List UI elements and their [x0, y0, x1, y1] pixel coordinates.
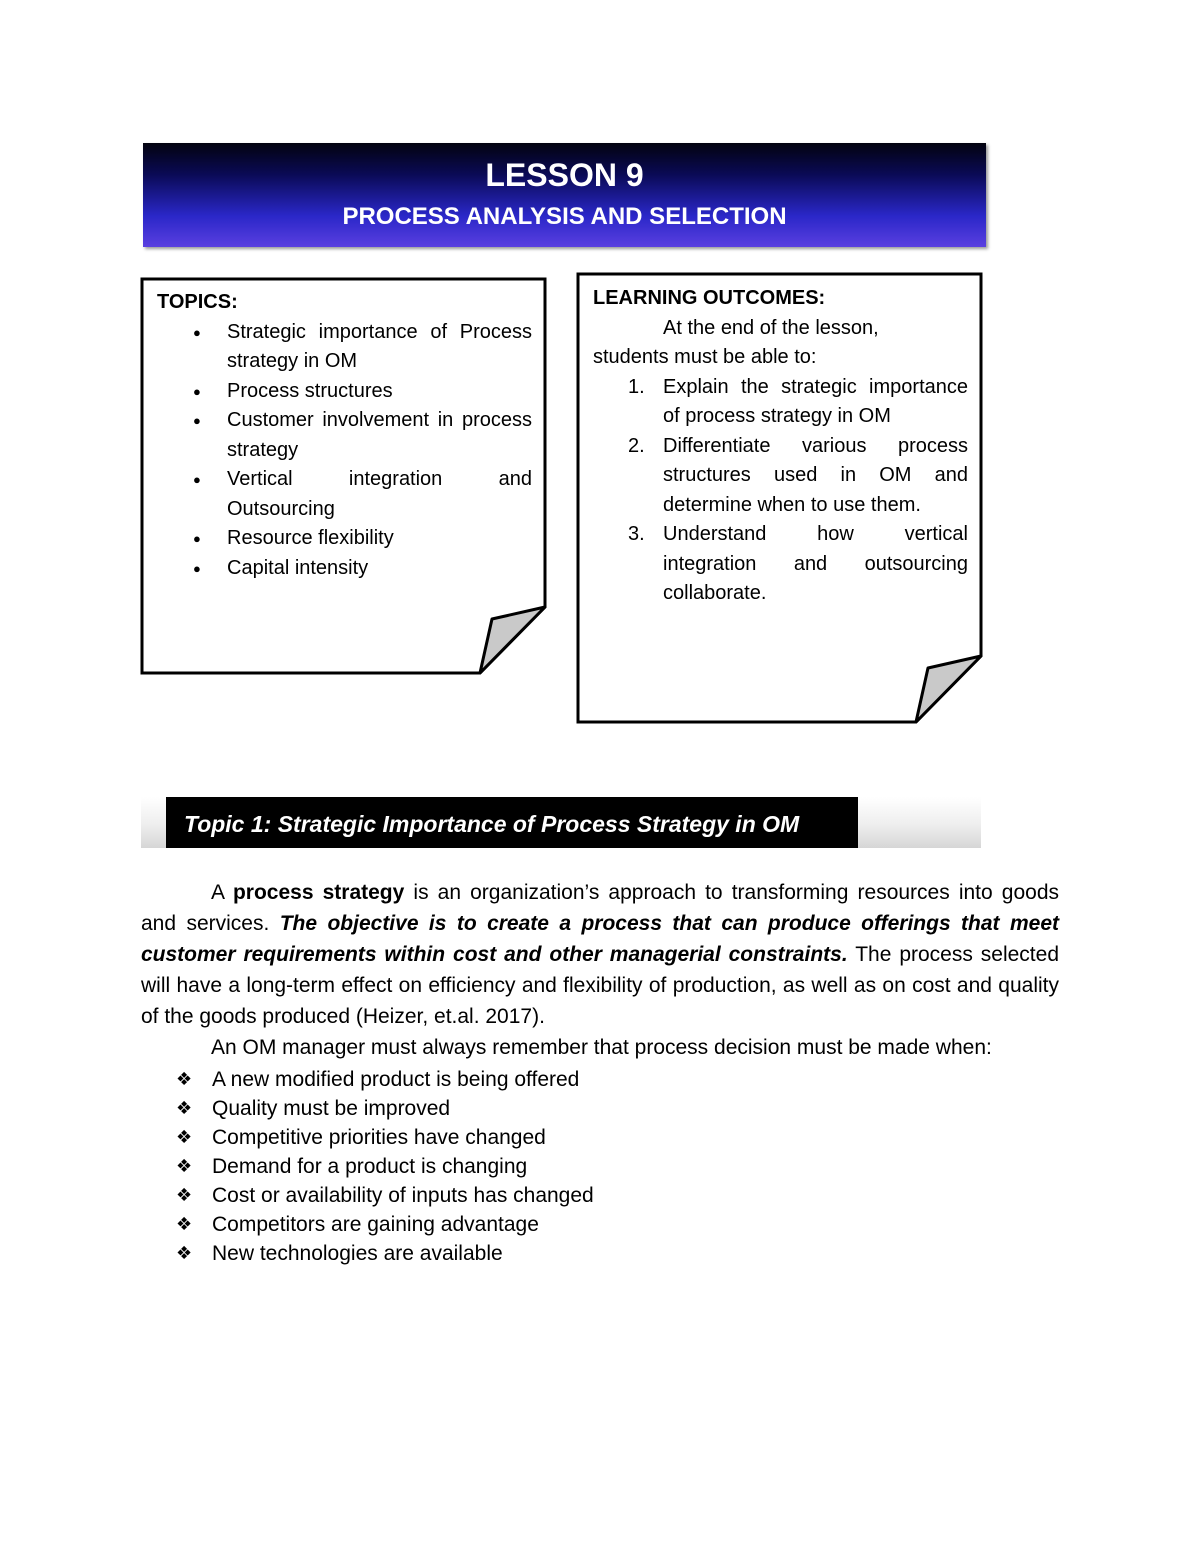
list-item: ● Process structures [157, 377, 532, 407]
paragraph: An OM manager must always remember that process decision must be made when: [211, 1036, 992, 1059]
outcomes-list [593, 373, 968, 609]
diamond-four-petal-icon: ❖ [176, 1214, 193, 1234]
body-text [141, 877, 1059, 1063]
list-item: 1. Explain the strategic importance of process strategy in OM [628, 375, 968, 427]
paragraph: A process strategy is an organization’s approach to transforming resources into goods and services. The objective is to create a process that can produce offerings that meet customer requirements within cost and other managerial constraints. The process selected will have a long-term effect on efficiency and flexibility of production, as well as on cost and quality of the goods produced (Heizer, et.al. 2017). [141, 881, 1059, 1028]
outcomes-intro-continued: students must be able to: [593, 346, 817, 368]
list-item: 2. Differentiate various process structures used in OM and determine when to use them. [628, 434, 968, 516]
lesson-banner [143, 143, 986, 247]
list-item: ❖ New technologies are available [176, 1239, 594, 1268]
list-item: ❖ Competitors are gaining advantage [176, 1210, 594, 1239]
topics-heading: TOPICS: [157, 291, 238, 313]
term-process-strategy: process strategy [232, 881, 405, 904]
list-item: ❖ Competitive priorities have changed [176, 1123, 594, 1152]
diamond-four-petal-icon: ❖ [176, 1185, 193, 1205]
diamond-four-petal-icon: ❖ [176, 1098, 193, 1118]
topics-note [140, 277, 552, 677]
list-item: ● Customer involvement in process strategy [157, 406, 532, 465]
list-item: ❖ A new modified product is being offered [176, 1065, 594, 1094]
list-item: ● Resource flexibility [157, 524, 532, 554]
objective-statement: The objective is to create a process that can produce offerings that meet customer requirements within cost and other managerial constraints. [141, 912, 1059, 966]
topic-1-header [141, 797, 981, 848]
list-item: ❖ Quality must be improved [176, 1094, 594, 1123]
diamond-four-petal-icon: ❖ [176, 1127, 193, 1147]
list-item: ● Capital intensity [157, 554, 532, 584]
lesson-title: PROCESS ANALYSIS AND SELECTION [342, 203, 787, 230]
list-item: ❖ Cost or availability of inputs has changed [176, 1181, 594, 1210]
list-item: 3. Understand how vertical integration and outsourcing collaborate. [628, 523, 968, 604]
learning-outcomes-note [576, 272, 988, 727]
topics-list [157, 318, 532, 584]
outcomes-intro: At the end of the lesson, [663, 316, 879, 339]
diamond-four-petal-icon: ❖ [176, 1156, 193, 1176]
diamond-four-petal-icon: ❖ [176, 1243, 193, 1263]
lesson-number: LESSON 9 [485, 157, 644, 193]
list-item: ❖ Demand for a product is changing [176, 1152, 594, 1181]
process-decision-list [176, 1065, 594, 1268]
list-item: ● Vertical integration and Outsourcing [157, 465, 532, 524]
diamond-four-petal-icon: ❖ [176, 1069, 193, 1089]
outcomes-heading: LEARNING OUTCOMES: [593, 287, 826, 309]
topic-1-title: Topic 1: Strategic Importance of Process Strategy in OM [166, 797, 858, 848]
list-item: ● Strategic importance of Process strategy in OM [157, 318, 532, 377]
